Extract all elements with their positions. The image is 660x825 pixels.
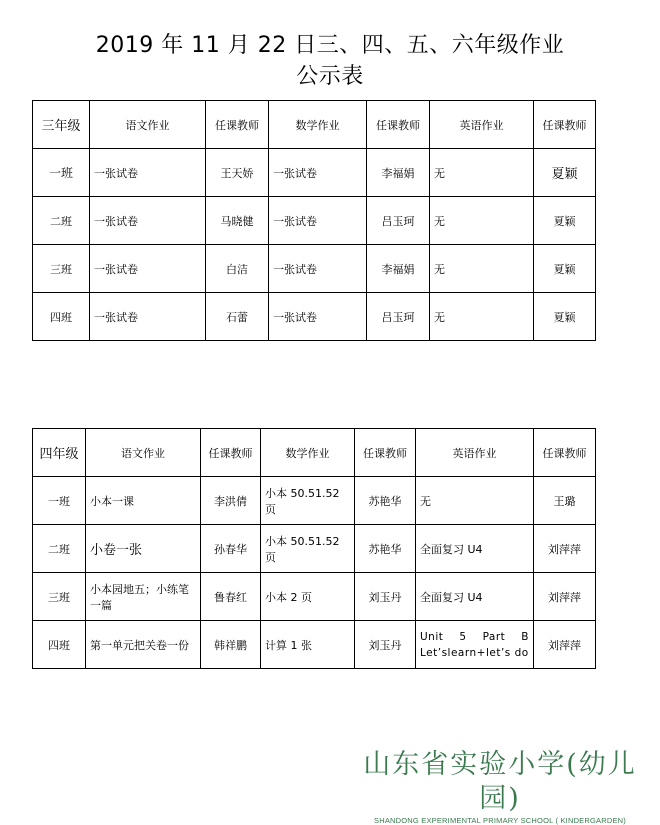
table-row <box>33 149 596 197</box>
school-watermark-logo <box>350 748 650 825</box>
header-teacher: 任课教师 <box>355 429 416 477</box>
math-teacher: 刘玉丹 <box>355 573 416 621</box>
english-homework: 无 <box>430 293 534 341</box>
math-homework: 一张试卷 <box>269 149 367 197</box>
header-teacher: 任课教师 <box>534 429 596 477</box>
english-homework: 无 <box>416 477 534 525</box>
school-name-en: SHANDONG EXPERIMENTAL PRIMARY SCHOOL ( KINDERGARDEN) <box>374 816 626 825</box>
header-math: 数学作业 <box>261 429 355 477</box>
class-name: 三班 <box>33 245 90 293</box>
math-homework: 一张试卷 <box>269 293 367 341</box>
header-math: 数学作业 <box>269 101 367 149</box>
table-row <box>33 245 596 293</box>
grade3-homework-table <box>32 100 596 341</box>
math-homework: 小本 50.51.52 页 <box>261 477 355 525</box>
math-homework: 计算 1 张 <box>261 621 355 669</box>
chinese-teacher: 孙春华 <box>201 525 261 573</box>
school-name-cn: 山东省实验小学(幼儿园) <box>363 749 637 814</box>
english-teacher: 夏颖 <box>534 197 596 245</box>
math-teacher: 吕玉珂 <box>367 293 430 341</box>
chinese-homework: 一张试卷 <box>90 197 206 245</box>
class-name: 二班 <box>33 525 86 573</box>
math-homework: 小本 50.51.52 页 <box>261 525 355 573</box>
header-teacher: 任课教师 <box>201 429 261 477</box>
header-chinese: 语文作业 <box>86 429 201 477</box>
english-teacher: 刘萍萍 <box>534 621 596 669</box>
chinese-homework: 一张试卷 <box>90 293 206 341</box>
grade-label: 三年级 <box>33 101 90 149</box>
header-english: 英语作业 <box>416 429 534 477</box>
english-homework: 无 <box>430 197 534 245</box>
chinese-teacher: 石蕾 <box>206 293 269 341</box>
english-homework: 全面复习 U4 <box>416 525 534 573</box>
english-teacher: 刘萍萍 <box>534 525 596 573</box>
math-teacher: 李福娟 <box>367 245 430 293</box>
table-header-row <box>33 429 596 477</box>
header-chinese: 语文作业 <box>90 101 206 149</box>
table-row <box>33 621 596 669</box>
math-teacher: 刘玉丹 <box>355 621 416 669</box>
math-homework: 小本 2 页 <box>261 573 355 621</box>
chinese-teacher: 李洪倩 <box>201 477 261 525</box>
english-teacher: 夏颖 <box>534 245 596 293</box>
chinese-teacher: 王天娇 <box>206 149 269 197</box>
english-homework: 无 <box>430 245 534 293</box>
title-line-2: 公示表 <box>296 64 364 89</box>
chinese-homework: 一张试卷 <box>90 245 206 293</box>
header-english: 英语作业 <box>430 101 534 149</box>
math-teacher: 李福娟 <box>367 149 430 197</box>
header-teacher: 任课教师 <box>367 101 430 149</box>
class-name: 四班 <box>33 293 90 341</box>
chinese-homework: 小本园地五；小练笔一篇 <box>86 573 201 621</box>
grade4-homework-table <box>32 428 596 669</box>
english-homework: Unit 5 Part B Let’slearn+let’s do <box>416 621 534 669</box>
math-homework: 一张试卷 <box>269 197 367 245</box>
math-homework: 一张试卷 <box>269 245 367 293</box>
class-name: 三班 <box>33 573 86 621</box>
table-row <box>33 525 596 573</box>
table-row <box>33 293 596 341</box>
class-name: 一班 <box>33 477 86 525</box>
english-teacher: 夏颖 <box>534 149 596 197</box>
table-row <box>33 197 596 245</box>
page-title <box>0 30 660 92</box>
chinese-homework: 一张试卷 <box>90 149 206 197</box>
header-teacher: 任课教师 <box>534 101 596 149</box>
chinese-homework: 小本一课 <box>86 477 201 525</box>
chinese-homework: 第一单元把关卷一份 <box>86 621 201 669</box>
class-name: 二班 <box>33 197 90 245</box>
chinese-teacher: 鲁春红 <box>201 573 261 621</box>
title-line-1: 2019 年 11 月 22 日三、四、五、六年级作业 <box>95 33 565 58</box>
chinese-homework: 小卷一张 <box>86 525 201 573</box>
header-teacher: 任课教师 <box>206 101 269 149</box>
class-name: 一班 <box>33 149 90 197</box>
english-teacher: 王璐 <box>534 477 596 525</box>
table-row <box>33 477 596 525</box>
english-teacher: 刘萍萍 <box>534 573 596 621</box>
chinese-teacher: 韩祥鹏 <box>201 621 261 669</box>
table-row <box>33 573 596 621</box>
grade-label: 四年级 <box>33 429 86 477</box>
class-name: 四班 <box>33 621 86 669</box>
math-teacher: 吕玉珂 <box>367 197 430 245</box>
english-homework: 无 <box>430 149 534 197</box>
math-teacher: 苏艳华 <box>355 525 416 573</box>
math-teacher: 苏艳华 <box>355 477 416 525</box>
table-header-row <box>33 101 596 149</box>
english-homework: 全面复习 U4 <box>416 573 534 621</box>
chinese-teacher: 白洁 <box>206 245 269 293</box>
english-teacher: 夏颖 <box>534 293 596 341</box>
chinese-teacher: 马晓健 <box>206 197 269 245</box>
